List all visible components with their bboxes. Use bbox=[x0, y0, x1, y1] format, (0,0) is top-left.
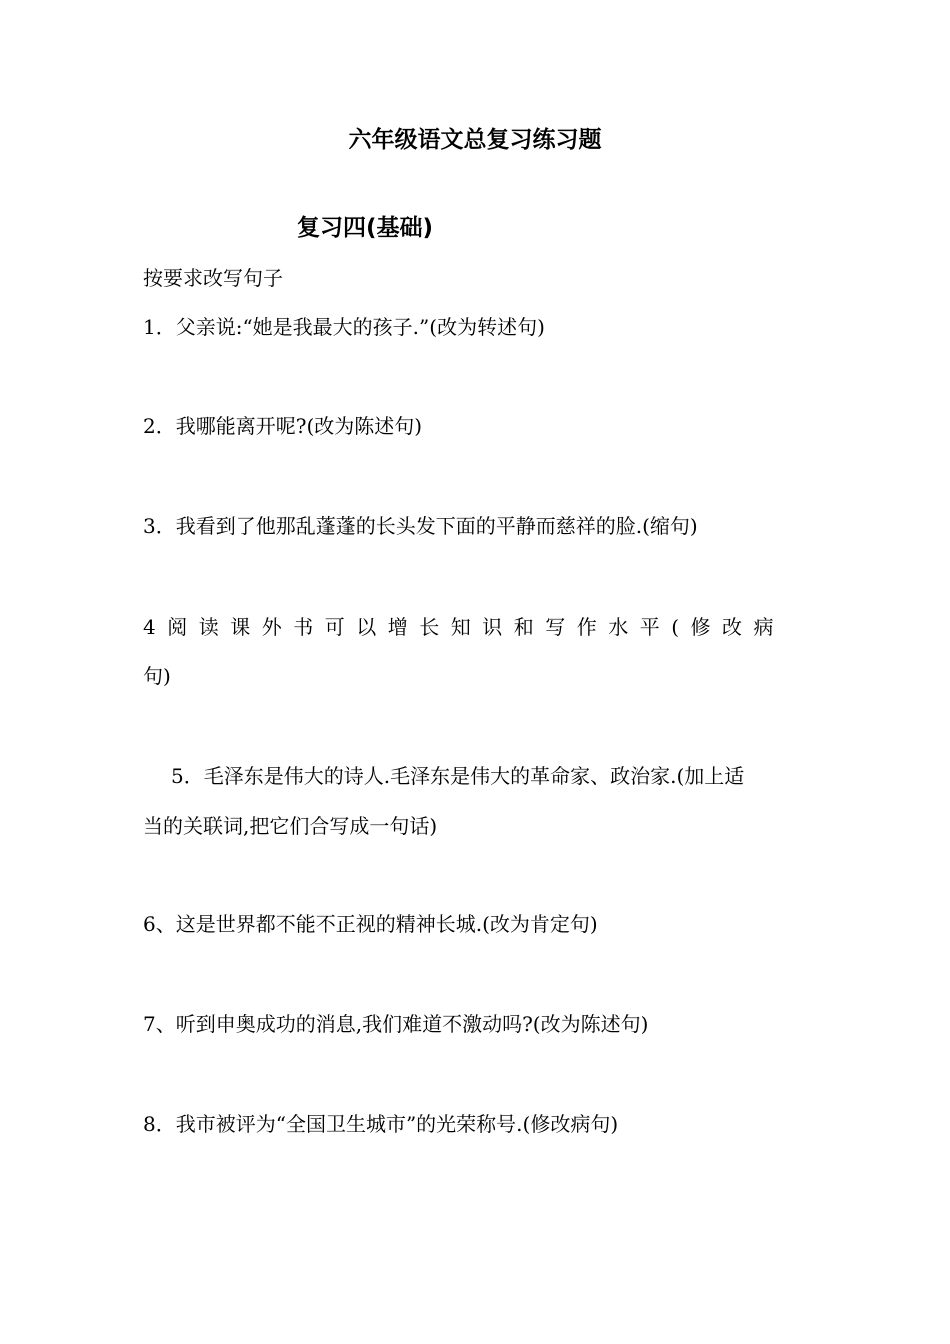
document-title: 六年级语文总复习练习题 bbox=[348, 127, 602, 153]
question-5-continued: 当的关联词,把它们合写成一句话) bbox=[143, 814, 438, 838]
section-subtitle: 复习四(基础) bbox=[297, 215, 434, 241]
question-7: 7、听到申奥成功的消息,我们难道不激动吗?(改为陈述句) bbox=[143, 1012, 649, 1036]
instruction-text: 按要求改写句子 bbox=[143, 266, 283, 290]
question-1: 1．父亲说:“她是我最大的孩子.”(改为转述句) bbox=[143, 315, 545, 339]
question-5: 5．毛泽东是伟大的诗人.毛泽东是伟大的革命家、政治家.(加上适 bbox=[171, 764, 745, 788]
question-2: 2．我哪能离开呢?(改为陈述句) bbox=[143, 414, 423, 438]
question-4-continued: 句) bbox=[143, 664, 171, 688]
question-3: 3．我看到了他那乱蓬蓬的长头发下面的平静而慈祥的脸.(缩句) bbox=[143, 514, 698, 538]
question-6: 6、这是世界都不能不正视的精神长城.(改为肯定句) bbox=[143, 912, 598, 936]
question-8: 8．我市被评为“全国卫生城市”的光荣称号.(修改病句) bbox=[143, 1112, 619, 1136]
question-4: 4阅读课外书可以增长知识和写作水平(修改病 bbox=[143, 615, 786, 639]
